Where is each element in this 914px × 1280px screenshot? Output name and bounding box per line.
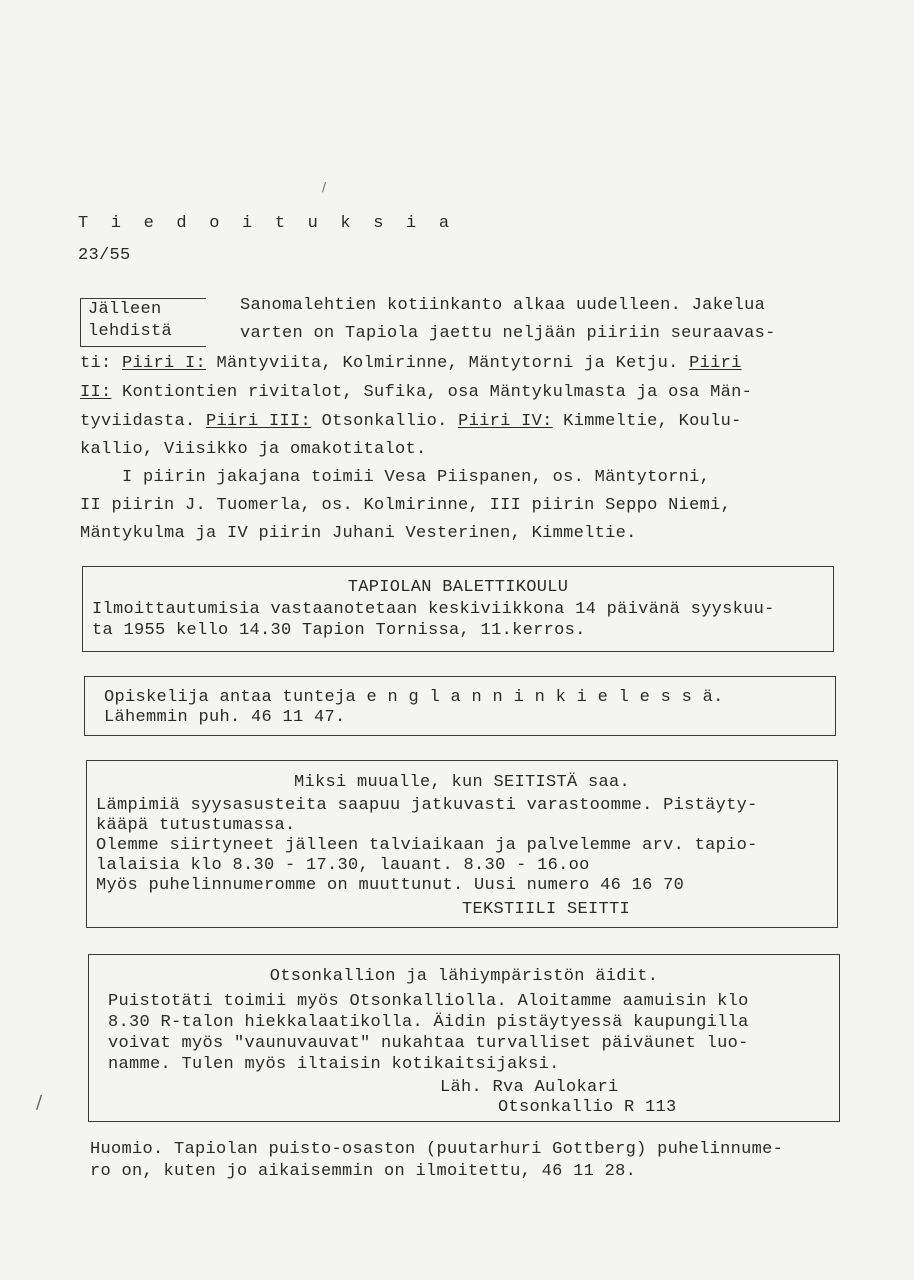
section-label-line1: Jälleen [88, 300, 162, 319]
otsonkallio-line-1: Puistotäti toimii myös Otsonkalliolla. Aloitamme aamuisin klo [108, 992, 749, 1011]
ballet-title: TAPIOLAN BALETTIKOULU [347, 578, 569, 597]
footer-note-line-2: ro on, kuten jo aikaisemmin on ilmoitettu, 46 11 28. [90, 1162, 637, 1181]
stray-mark: / [36, 1092, 43, 1113]
english-line-1: Opiskelija antaa tunteja e n g l a n n i n k i e l e s s ä. [104, 688, 724, 707]
section-label-rule [80, 298, 206, 299]
seitti-line-1: Lämpimiä syysasusteita saapuu jatkuvasti varastoomme. Pistäyty- [96, 796, 758, 815]
seitti-signature: TEKSTIILI SEITTI [462, 900, 631, 919]
issue-number: 23/55 [78, 246, 131, 265]
seitti-title: Miksi muualle, kun SEITISTÄ saa. [293, 773, 631, 792]
otsonkallio-title: Otsonkallion ja lähiympäristön äidit. [269, 967, 659, 986]
news-line-1: Sanomalehtien kotiinkanto alkaa uudelleen. Jakelua [240, 296, 766, 315]
news-line-4: II: Kontiontien rivitalot, Sufika, osa Mäntykulmasta ja osa Män- [80, 383, 753, 402]
otsonkallio-line-3: voivat myös "vaunuvauvat" nukahtaa turvalliset päiväunet luo- [108, 1034, 749, 1053]
section-label-line2: lehdistä [88, 322, 173, 341]
stray-tick: / [322, 180, 327, 194]
news-line-9: Mäntykulma ja IV piirin Juhani Vesterinen, Kimmeltie. [80, 524, 637, 543]
section-label-rule-bottom [80, 346, 206, 347]
news-line-5: tyviidasta. Piiri III: Otsonkallio. Piiri IV: Kimmeltie, Koulu- [80, 412, 742, 431]
otsonkallio-line-2: 8.30 R-talon hiekkalaatikolla. Äidin pistäytyessä kaupungilla [108, 1013, 749, 1032]
news-line-6: kallio, Viisikko ja omakotitalot. [80, 440, 427, 459]
seitti-line-4: lalaisia klo 8.30 - 17.30, lauant. 8.30 - 16.oo [96, 856, 590, 875]
seitti-line-3: Olemme siirtyneet jälleen talviaikaan ja palvelemme arv. tapio- [96, 836, 758, 855]
page-title: T i e d o i t u k s i a [78, 214, 456, 233]
news-line-7: I piirin jakajana toimii Vesa Piispanen, os. Mäntytorni, [80, 468, 711, 487]
otsonkallio-signature-2: Otsonkallio R 113 [498, 1098, 677, 1117]
otsonkallio-line-4: namme. Tulen myös iltaisin kotikaitsijaksi. [108, 1055, 560, 1074]
news-line-2: varten on Tapiola jaettu neljään piiriin seuraavas- [240, 324, 776, 343]
ballet-line-1: Ilmoittautumisia vastaanotetaan keskiviikkona 14 päivänä syyskuu- [92, 600, 775, 619]
seitti-line-5: Myös puhelinnumeromme on muuttunut. Uusi numero 46 16 70 [96, 876, 685, 895]
news-line-3: ti: Piiri I: Mäntyviita, Kolmirinne, Mäntytorni ja Ketju. Piiri [80, 354, 742, 373]
ballet-line-2: ta 1955 kello 14.30 Tapion Tornissa, 11.kerros. [92, 621, 586, 640]
footer-note-line-1: Huomio. Tapiolan puisto-osaston (puutarhuri Gottberg) puhelinnume- [90, 1140, 784, 1159]
english-line-2: Lähemmin puh. 46 11 47. [104, 708, 346, 727]
otsonkallio-signature-1: Läh. Rva Aulokari [440, 1078, 619, 1097]
seitti-line-2: kääpä tutustumassa. [96, 816, 296, 835]
news-line-8: II piirin J. Tuomerla, os. Kolmirinne, III piirin Seppo Niemi, [80, 496, 732, 515]
